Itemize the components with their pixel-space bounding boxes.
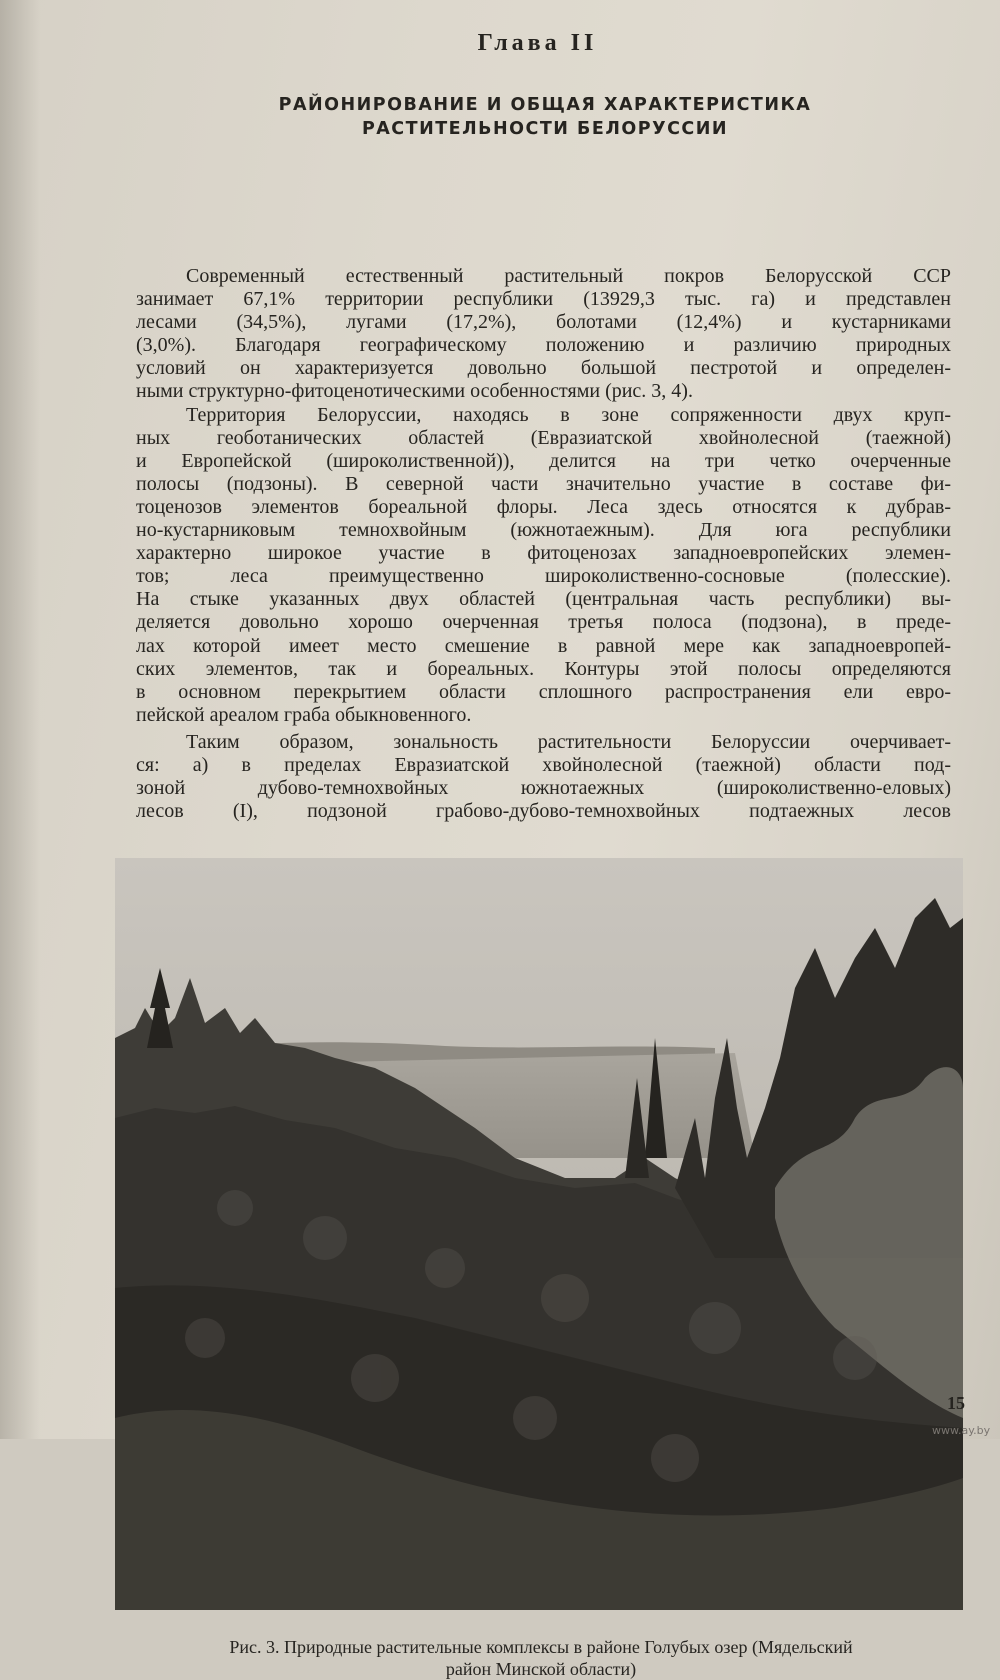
text-line: полосы (подзоны). В северной части значительно участие в составе фи- <box>136 472 951 495</box>
text-line: На стыке указанных двух областей (центральная часть республики) вы- <box>136 588 951 611</box>
paragraph-1 <box>136 265 951 404</box>
paragraph-2 <box>136 404 951 727</box>
text-line: ными структурно-фитоценотическими особенностями (рис. 3, 4). <box>136 380 693 403</box>
text-line: занимает 67,1% территории республики (13929,3 тыс. га) и представлен <box>136 288 951 311</box>
page-number: 15 <box>947 1393 965 1413</box>
watermark: www.ay.by <box>932 1424 991 1437</box>
paragraph-3 <box>136 731 951 823</box>
text-line: но-кустарниковым темнохвойным (южнотаежным). Для юга республики <box>136 519 951 542</box>
chapter-title <box>0 93 1000 141</box>
text-line: лесов (I), подзоной грабово-дубово-темнохвойных подтаежных лесов <box>136 800 951 823</box>
text-line: пейской ареалом граба обыкновенного. <box>136 703 472 726</box>
chapter-title-line-2: РАСТИТЕЛЬНОСТИ БЕЛОРУССИИ <box>361 119 729 139</box>
chapter-title-line-1: РАЙОНИРОВАНИЕ И ОБЩАЯ ХАРАКТЕРИСТИКА <box>278 95 812 115</box>
landscape-photo <box>115 858 963 1610</box>
text-line: в основном перекрытием области сплошного распространения ели евро- <box>136 680 951 703</box>
text-line: тоценозов элементов бореальной флоры. Леса здесь относятся к дубрав- <box>136 495 951 518</box>
text-line: Территория Белоруссии, находясь в зоне сопряженности двух круп- <box>186 403 951 426</box>
chapter-heading: Глава II <box>477 30 598 56</box>
text-line: лах которой имеет место смешение в равной мере как западноевропей- <box>136 634 951 657</box>
text-line: тов; леса преимущественно широколиственно-сосновые (полесские). <box>136 565 951 588</box>
figure-caption-line-1: Рис. 3. Природные растительные комплексы в районе Голубых озер (Мядельский <box>229 1637 853 1657</box>
text-line: (3,0%). Благодаря географическому положению и различию природных <box>136 334 951 357</box>
text-line: ных геоботанических областей (Евразиатской хвойнолесной (таежной) <box>136 426 951 449</box>
text-line: лесами (34,5%), лугами (17,2%), болотами (12,4%) и кустарниками <box>136 311 951 334</box>
text-line: зоной дубово-темнохвойных южнотаежных (широколиственно-еловых) <box>136 777 951 800</box>
figure-caption <box>110 1636 972 1680</box>
text-line: Современный естественный растительный покров Белорусской ССР <box>186 265 951 287</box>
text-line: деляется довольно хорошо очерченная третья полоса (подзона), в преде- <box>136 611 951 634</box>
text-line: Таким образом, зональность растительности Белоруссии очерчивает- <box>186 730 951 753</box>
text-line: ся: а) в пределах Евразиатской хвойнолесной (таежной) области под- <box>136 753 951 776</box>
text-line: и Европейской (широколиственной)), делится на три четко очерченные <box>136 449 951 472</box>
figure-caption-line-2: район Минской области) <box>445 1659 637 1679</box>
text-line: характерно широкое участие в фитоценозах западноевропейских элемен- <box>136 542 951 565</box>
binding-shadow <box>0 0 40 1439</box>
text-line: условий он характеризуется довольно большой пестротой и определен- <box>136 357 951 380</box>
body-text <box>136 265 951 823</box>
text-line: ских элементов, так и бореальных. Контуры этой полосы определяются <box>136 657 951 680</box>
